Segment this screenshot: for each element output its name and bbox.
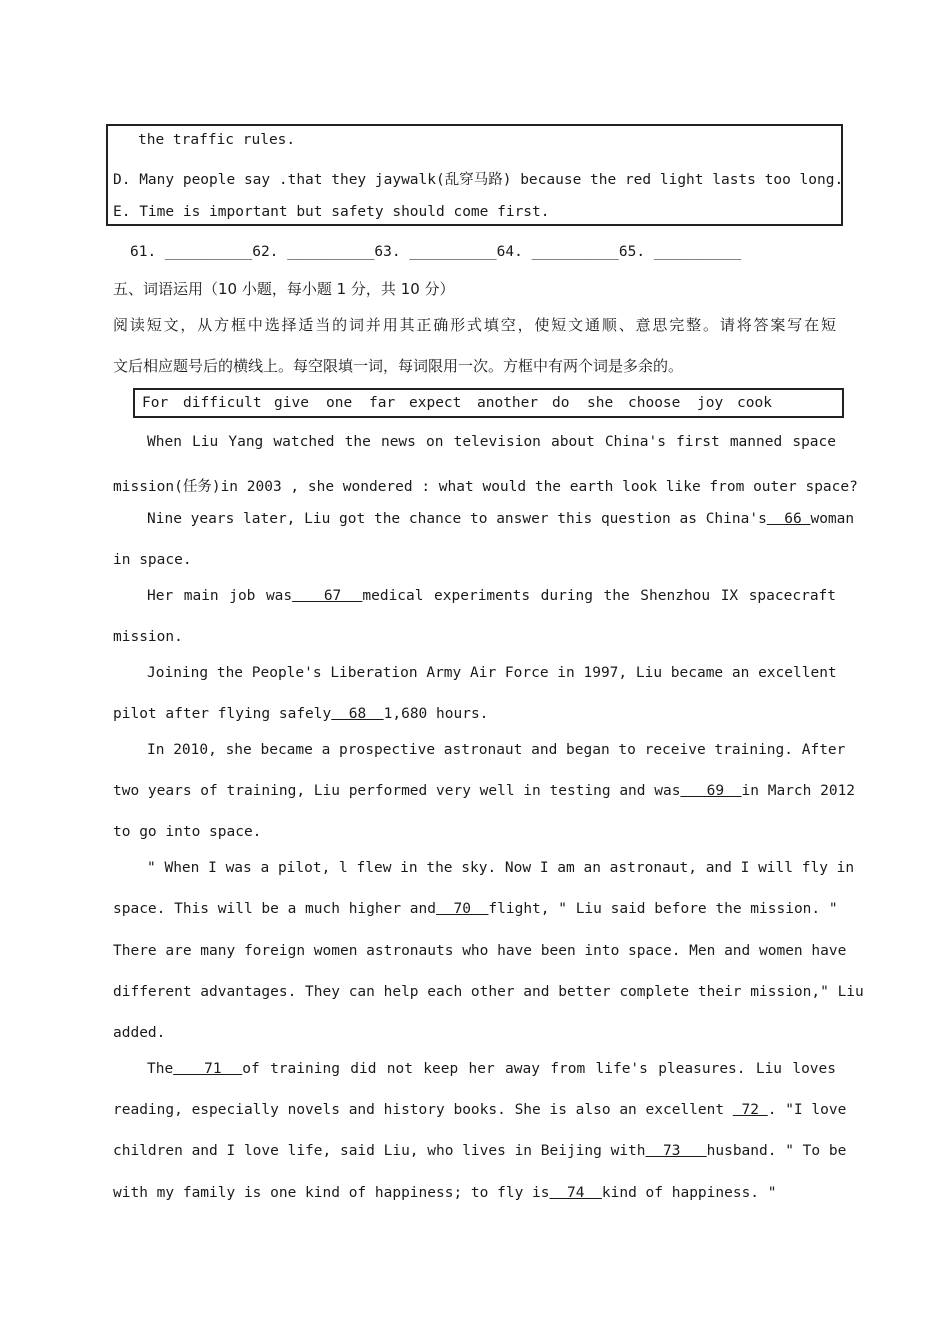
word-box-item: For [142, 395, 169, 411]
word-box-item: difficult [183, 395, 262, 411]
passage-line: There are many foreign women astronauts who have been into space. Men and women have [113, 943, 847, 959]
option-e: E. Time is important but safety should come first. [113, 204, 550, 220]
word-box-item: another [477, 395, 539, 411]
instructions-line-1: 阅读短文，从方框中选择适当的词并用其正确形式填空，使短文通顺、意思完整。请将答案写在短 [113, 316, 836, 334]
blank-67: 67 [292, 588, 363, 604]
word-box-item: one [326, 395, 353, 411]
blank-68: 68 [331, 706, 384, 722]
passage-line: Her main job was 67 medical experiments during the Shenzhou IX spacecraft [147, 588, 837, 604]
passage-line: different advantages. They can help each other and better complete their mission," Liu [113, 984, 864, 1000]
passage-line: two years of training, Liu performed very well in testing and was 69 in March 2012 [113, 783, 856, 799]
word-box-item: far [369, 395, 396, 411]
passage-line: In 2010, she became a prospective astronaut and began to receive training. After [147, 742, 846, 758]
passage-line: to go into space. [113, 824, 262, 840]
word-box-item: cook [737, 395, 772, 411]
blank-74: 74 [549, 1185, 602, 1201]
passage-line: Nine years later, Liu got the chance to answer this question as China's 66 woman [147, 511, 855, 527]
word-box-item: expect [409, 395, 462, 411]
passage-line: mission(任务)in 2003 , she wondered : what would the earth look like from outer space? [113, 479, 858, 495]
passage-line: Joining the People's Liberation Army Air Force in 1997, Liu became an excellent [147, 665, 837, 681]
blank-71: 71 [173, 1061, 243, 1077]
passage-line: reading, especially novels and history books. She is also an excellent 72 . "I love [113, 1102, 847, 1118]
option-d: D. Many people say .that they jaywalk(乱穿马路) because the red light lasts too long. [113, 172, 844, 188]
blank-66: 66 [766, 511, 811, 527]
blank-73: 73 [645, 1143, 707, 1159]
passage-line: added. [113, 1025, 166, 1041]
word-box-item: do [552, 395, 570, 411]
word-box-item: choose [628, 395, 681, 411]
word-box-item: she [587, 395, 614, 411]
passage-line: pilot after flying safely 68 1,680 hours. [113, 706, 489, 722]
instructions-line-2: 文后相应题号后的横线上。每空限填一词，每词限用一次。方框中有两个词是多余的。 [113, 357, 684, 375]
passage-line: When Liu Yang watched the news on television about China's first manned space [147, 434, 836, 450]
passage-line: mission. [113, 629, 183, 645]
passage-line: with my family is one kind of happiness; to fly is 74 kind of happiness. " [113, 1185, 777, 1201]
passage-line: The 71 of training did not keep her away from life's pleasures. Liu loves [147, 1061, 837, 1077]
section-heading: 五、词语运用（10 小题，每小题 1 分，共 10 分） [113, 280, 455, 298]
passage-line: children and I love life, said Liu, who lives in Beijing with 73 husband. " To be [113, 1143, 847, 1159]
blank-72: 72 [732, 1102, 768, 1118]
blank-70: 70 [436, 901, 489, 917]
blank-69: 69 [680, 783, 742, 799]
word-box-item: give [274, 395, 309, 411]
passage-line: " When I was a pilot, l flew in the sky. Now I am an astronaut, and I will fly in [147, 860, 855, 876]
word-box-item: joy [697, 395, 724, 411]
passage-line: space. This will be a much higher and 70 flight, " Liu said before the mission. " [113, 901, 838, 917]
option-c-continued: the traffic rules. [138, 132, 296, 148]
passage-line: in space. [113, 552, 192, 568]
answer-line-61-65: 61. __________62. __________63. __________64. __________65. __________ [130, 244, 742, 260]
